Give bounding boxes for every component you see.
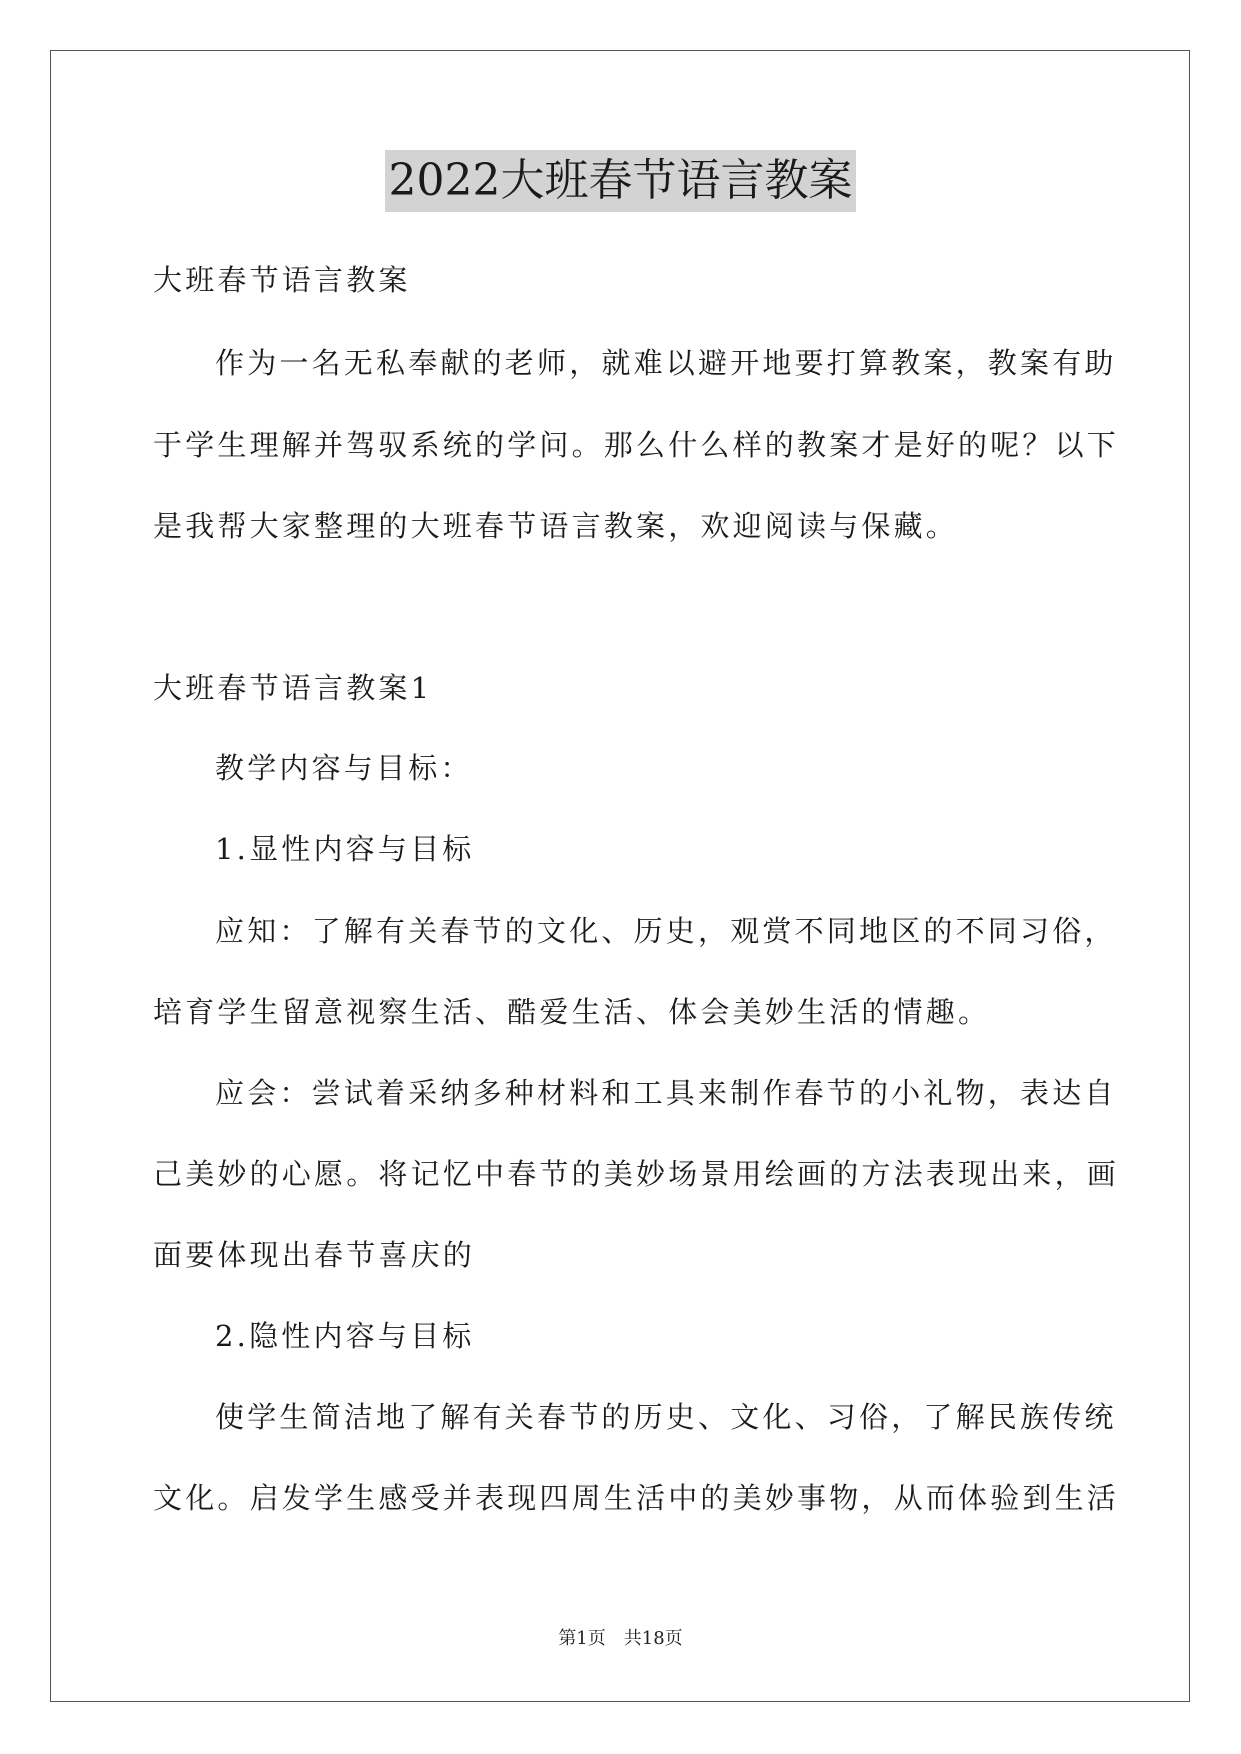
- document-title: 2022大班春节语言教案: [385, 150, 857, 212]
- paragraph-line: 己美妙的心愿。将记忆中春节的美妙场景用绘画的方法表现出来，画: [153, 1157, 1120, 1191]
- title-container: [0, 150, 1241, 212]
- paragraph-line: 作为一名无私奉献的老师，就难以避开地要打算教案，教案有助: [215, 346, 1117, 380]
- paragraph-line: 2.隐性内容与目标: [215, 1319, 475, 1353]
- subtitle-line: 大班春节语言教案: [153, 263, 411, 297]
- page-number: 第1页 共18页: [558, 1628, 683, 1649]
- paragraph-line: 应知：了解有关春节的文化、历史，观赏不同地区的不同习俗，: [215, 914, 1117, 948]
- paragraph-line: 1.显性内容与目标: [215, 832, 475, 866]
- paragraph-line: 应会：尝试着采纳多种材料和工具来制作春节的小礼物，表达自: [215, 1076, 1117, 1110]
- paragraph-line: 是我帮大家整理的大班春节语言教案，欢迎阅读与保藏。: [153, 509, 959, 543]
- paragraph-line: 使学生简洁地了解有关春节的历史、文化、习俗，了解民族传统: [215, 1400, 1117, 1434]
- paragraph-line: 教学内容与目标：: [215, 751, 473, 785]
- paragraph-line: 面要体现出春节喜庆的: [153, 1238, 476, 1272]
- paragraph-line: 于学生理解并驾驭系统的学问。那么什么样的教案才是好的呢？以下: [153, 428, 1120, 462]
- paragraph-line: 培育学生留意视察生活、酷爱生活、体会美妙生活的情趣。: [153, 995, 991, 1029]
- paragraph-line: 文化。启发学生感受并表现四周生活中的美妙事物，从而体验到生活: [153, 1481, 1120, 1515]
- section-heading: 大班春节语言教案1: [153, 671, 433, 705]
